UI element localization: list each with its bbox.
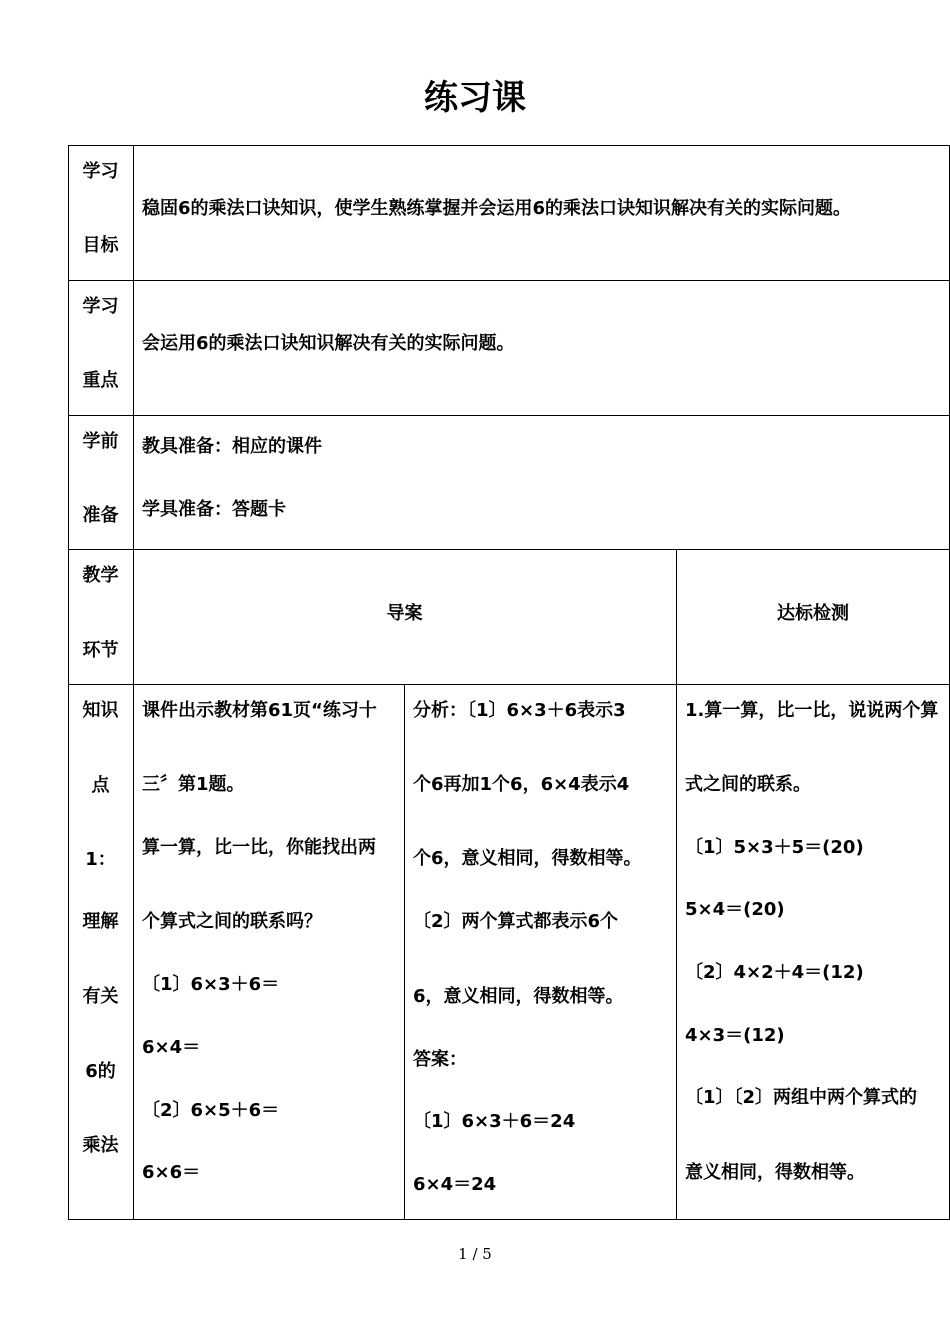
check-line: 4×3＝(12): [685, 1025, 785, 1046]
knowledge-label: 1：: [85, 849, 116, 870]
focus-label-1: 学习: [82, 296, 119, 317]
check-header: 达标检测: [777, 603, 849, 624]
prep-line-1: 教具准备：相应的课件: [142, 436, 322, 457]
page-number: 1 / 5: [458, 1245, 492, 1263]
guide-left-line: 6×6＝: [142, 1162, 201, 1183]
prep-label-1: 学前: [82, 431, 119, 452]
goal-content: 稳固6的乘法口诀知识，使学生熟练掌握并会运用6的乘法口诀知识解决有关的实际问题。: [142, 198, 852, 219]
goal-label-2: 目标: [82, 235, 119, 256]
check-line: 〔1〕〔2〕两组中两个算式的: [685, 1087, 918, 1108]
prep-label-2: 准备: [82, 505, 119, 526]
check-line: 意义相同，得数相等。: [685, 1162, 865, 1183]
guide-left-line: 〔1〕6×3＋6＝: [142, 974, 280, 995]
guide-left-line: 课件出示教材第61页“练习十: [142, 700, 377, 721]
stage-label-2: 环节: [82, 640, 119, 661]
check-line: 5×4＝(20): [685, 899, 785, 920]
knowledge-label: 6的: [85, 1061, 116, 1082]
goal-label-1: 学习: [82, 161, 119, 182]
knowledge-label: 知识: [82, 700, 119, 721]
guide-header: 导案: [386, 603, 423, 624]
guide-right-line: 〔1〕6×3＋6＝24: [413, 1111, 576, 1132]
guide-right-line: 分析：〔1〕6×3＋6表示3: [413, 700, 626, 721]
page-title: 练习课: [424, 78, 526, 118]
guide-right-line: 个6，意义相同，得数相等。: [413, 848, 642, 869]
guide-left-line: 〔2〕6×5＋6＝: [142, 1100, 280, 1121]
guide-left-line: 三〞第1题。: [142, 774, 245, 795]
guide-right-line: 个6再加1个6，6×4表示4: [413, 774, 630, 795]
knowledge-label: 理解: [82, 911, 119, 932]
knowledge-label: 有关: [82, 986, 119, 1007]
check-line: 〔2〕4×2＋4＝(12): [685, 962, 864, 983]
guide-right-line: 6×4＝24: [413, 1174, 497, 1195]
check-line: 〔1〕5×3＋5＝(20): [685, 837, 864, 858]
guide-right-line: 答案：: [413, 1049, 467, 1070]
prep-line-2: 学具准备：答题卡: [142, 499, 286, 520]
guide-right-line: 〔2〕两个算式都表示6个: [413, 911, 619, 932]
focus-label-2: 重点: [82, 370, 119, 391]
check-line: 式之间的联系。: [685, 774, 811, 795]
knowledge-label: 点: [91, 775, 110, 796]
guide-left-line: 个算式之间的联系吗？: [142, 911, 322, 932]
stage-label-1: 教学: [82, 565, 119, 586]
knowledge-label: 乘法: [82, 1135, 119, 1156]
guide-right-line: 6，意义相同，得数相等。: [413, 986, 624, 1007]
guide-left-line: 算一算，比一比，你能找出两: [142, 837, 376, 858]
guide-left-line: 6×4＝: [142, 1037, 201, 1058]
focus-content: 会运用6的乘法口诀知识解决有关的实际问题。: [142, 333, 515, 354]
check-line: 1.算一算，比一比，说说两个算: [685, 700, 939, 721]
